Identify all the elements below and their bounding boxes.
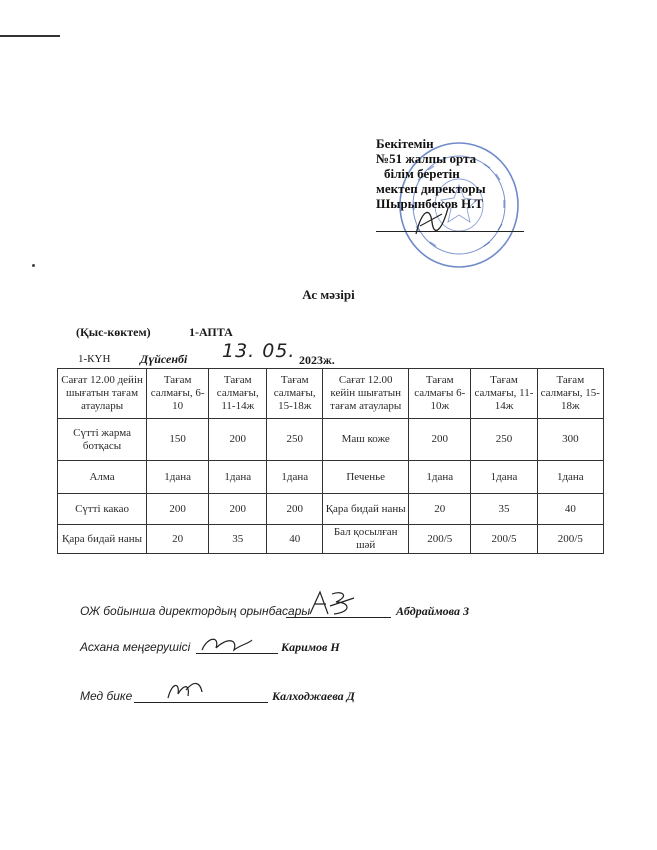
table-cell: 200 — [267, 494, 323, 525]
table-cell: 1дана — [409, 461, 471, 494]
table-cell: 200 — [209, 419, 267, 461]
table-cell: 200/5 — [537, 525, 603, 554]
table-cell: 1дана — [471, 461, 537, 494]
table-cell: 1дана — [209, 461, 267, 494]
scan-edge-mark — [0, 35, 60, 37]
deputy-signature — [306, 588, 358, 618]
table-cell: 20 — [147, 525, 209, 554]
week-label: 1-АПТА — [189, 325, 233, 339]
column-header: Сағат 12.00 дейін шығатын тағам атаулары — [58, 369, 147, 419]
table-cell: Сүтті какао — [58, 494, 147, 525]
menu-table — [57, 368, 604, 554]
table-header-row — [58, 369, 604, 419]
table-cell: Алма — [58, 461, 147, 494]
nurse-label: Мед бике — [80, 689, 133, 703]
column-header: Тағам салмағы, 15-18ж — [267, 369, 323, 419]
approval-line: білім беретін — [384, 166, 460, 181]
scan-speck — [32, 264, 35, 267]
handwritten-date: 13. 05. — [222, 340, 296, 362]
canteen-signature — [198, 634, 254, 656]
table-cell: Сүтті жарма ботқасы — [58, 419, 147, 461]
approval-line: №51 жалпы орта — [376, 151, 477, 166]
table-row — [58, 494, 604, 525]
table-cell: 40 — [267, 525, 323, 554]
table-cell: 40 — [537, 494, 603, 525]
table-cell: 1дана — [267, 461, 323, 494]
canteen-name: Каримов Н — [281, 640, 340, 654]
column-header: Тағам салмағы 6-10ж — [409, 369, 471, 419]
table-cell: 35 — [209, 525, 267, 554]
approval-line: Шырынбеков Н.Т — [376, 196, 484, 211]
page-title: Ас мәзірі — [302, 287, 355, 302]
table-cell: 300 — [537, 419, 603, 461]
table-cell: 1дана — [537, 461, 603, 494]
table-cell: 200/5 — [471, 525, 537, 554]
season-label: (Қыс-көктем) — [76, 325, 151, 339]
weekday-label: Дүйсенбі — [140, 352, 188, 366]
table-cell: 200 — [147, 494, 209, 525]
table-cell: 200 — [209, 494, 267, 525]
table-cell: 35 — [471, 494, 537, 525]
approval-line: Бекітемін — [376, 136, 434, 151]
table-cell: Бал қосылған шәй — [323, 525, 409, 554]
table-cell: 1дана — [147, 461, 209, 494]
nurse-signature — [164, 678, 206, 704]
year-label: 2023ж. — [299, 353, 335, 367]
nurse-name: Калходжаева Д — [272, 689, 355, 703]
column-header: Тағам салмағы, 11-14ж — [209, 369, 267, 419]
deputy-label: ОЖ бойынша директордың орынбасары — [80, 604, 311, 618]
approval-line: мектеп директоры — [376, 181, 486, 196]
table-row — [58, 525, 604, 554]
column-header: Сағат 12.00 кейін шығатын тағам атаулары — [323, 369, 409, 419]
table-cell: Қара бидай наны — [58, 525, 147, 554]
table-cell: 150 — [147, 419, 209, 461]
deputy-name: Абдраймова З — [396, 604, 470, 618]
table-cell: 200/5 — [409, 525, 471, 554]
table-cell: 250 — [267, 419, 323, 461]
table-cell: 200 — [409, 419, 471, 461]
table-cell: Печенье — [323, 461, 409, 494]
day-label: 1-КҮН — [78, 353, 111, 365]
canteen-label: Асхана меңгерушісі — [80, 640, 191, 654]
column-header: Тағам салмағы, 11-14ж — [471, 369, 537, 419]
table-cell: 250 — [471, 419, 537, 461]
table-row — [58, 461, 604, 494]
table-cell: Маш коже — [323, 419, 409, 461]
table-row — [58, 419, 604, 461]
table-cell: Қара бидай наны — [323, 494, 409, 525]
column-header: Тағам салмағы, 15-18ж — [537, 369, 603, 419]
director-signature — [412, 200, 452, 240]
table-cell: 20 — [409, 494, 471, 525]
column-header: Тағам салмағы, 6-10 — [147, 369, 209, 419]
